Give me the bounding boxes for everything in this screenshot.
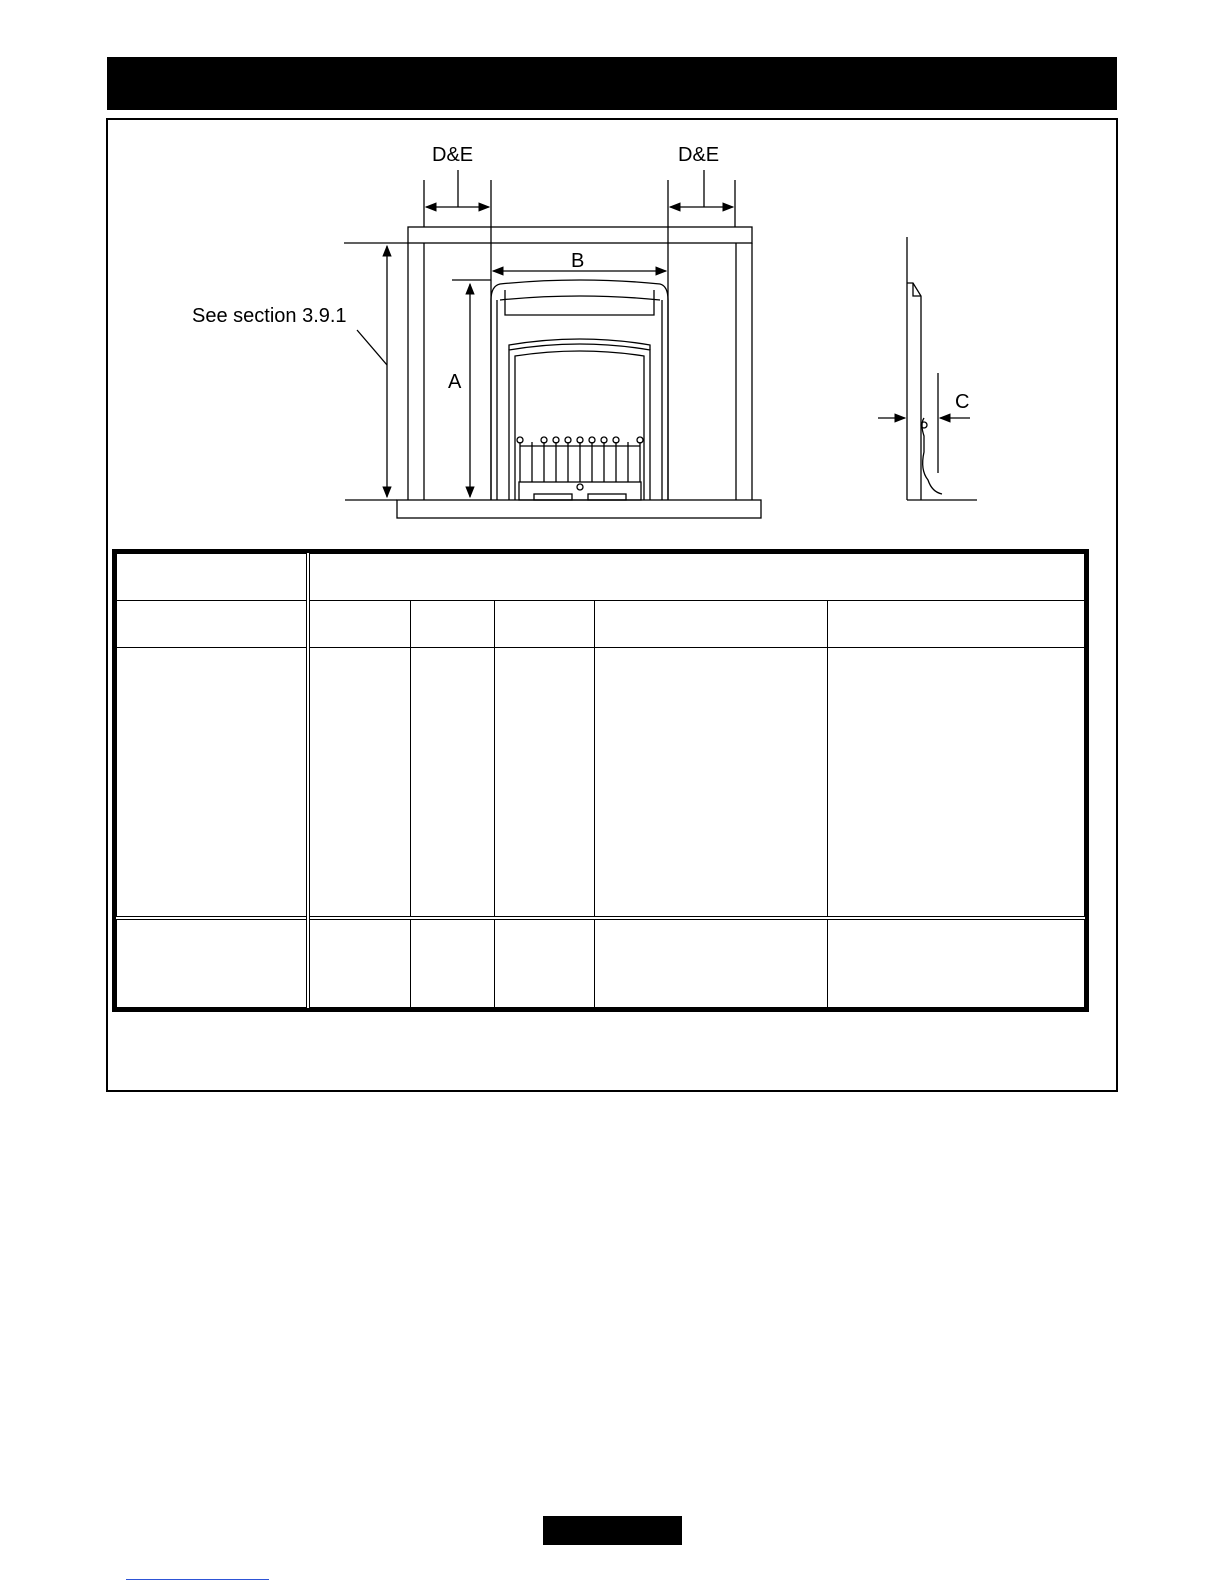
table-cell: [308, 648, 411, 918]
label-a: A: [448, 371, 462, 393]
table-row: [117, 648, 1085, 918]
label-de-left: D&E: [432, 144, 474, 166]
table-cell: [117, 554, 308, 601]
table-cell: [828, 648, 1085, 918]
label-see-section: See section 3.9.1: [192, 305, 347, 327]
table-cell: [308, 918, 411, 1008]
table-cell: [595, 648, 828, 918]
table-cell: [495, 918, 595, 1008]
dimensions-table: [112, 549, 1089, 1012]
table-cell: [117, 918, 308, 1008]
table-row: [117, 554, 1085, 601]
table-cell: [595, 918, 828, 1008]
table-row: [117, 601, 1085, 648]
table-row: [117, 918, 1085, 1008]
table-cell: [495, 648, 595, 918]
table-cell: [117, 648, 308, 918]
table-cell: [411, 648, 495, 918]
table-cell: [411, 918, 495, 1008]
fireplace-front-view: [344, 180, 761, 518]
table-cell: [595, 601, 828, 648]
fuel-bed-bars: [517, 437, 643, 482]
footer-link-underline[interactable]: [126, 1579, 269, 1580]
table-cell: [308, 601, 411, 648]
dimension-arrows: [357, 170, 733, 497]
fireplace-side-view: [878, 237, 977, 500]
label-de-right: D&E: [678, 144, 720, 166]
table-cell: [828, 601, 1085, 648]
table-cell: [411, 601, 495, 648]
footer-page-tab: [543, 1516, 682, 1545]
table-cell: [495, 601, 595, 648]
label-c: C: [955, 391, 970, 413]
table-cell: [308, 554, 1085, 601]
table-cell: [828, 918, 1085, 1008]
label-b: B: [571, 250, 585, 272]
table-cell: [117, 601, 308, 648]
